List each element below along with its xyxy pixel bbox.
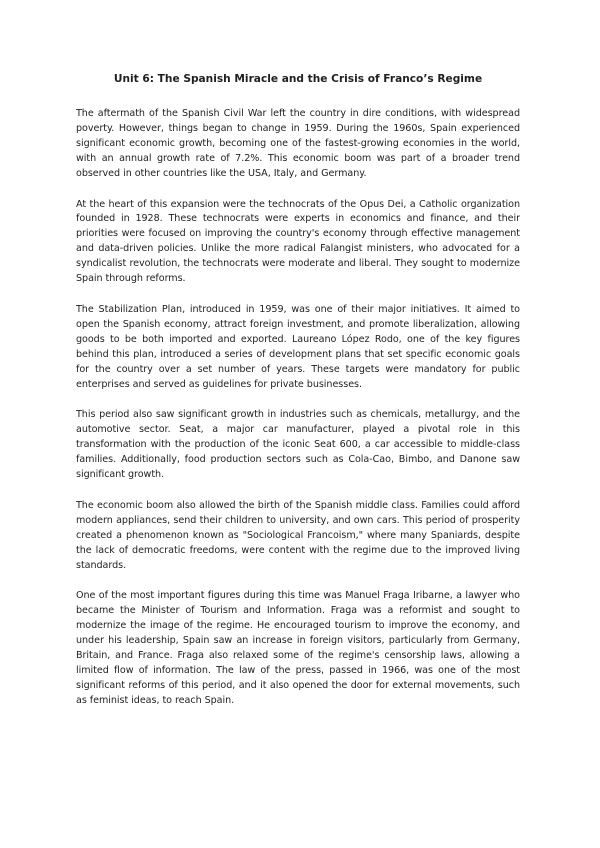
paragraph-industry-growth: This period also saw significant growth in industries such as chemicals, metallurgy, and the automotive sector. Seat, a major car manufacturer, played a pivotal role in this transformation with the production of the iconic Seat 600, a car accessible to middle-class families. Additionally, food production sectors such as Cola-Cao, Bimbo, and Danone saw significant growth.	[76, 409, 520, 481]
paragraph-middle-class: The economic boom also allowed the birth of the Spanish middle class. Families could afford modern appliances, send their children to university, and own cars. This period of prosperity created a phenomenon known as "Sociological Francoism," where many Spaniards, despite the lack of democratic freedoms, were content with the regime due to the improved living standards.	[76, 499, 520, 571]
page-title: Unit 6: The Spanish Miracle and the Crisis of Franco’s Regime	[113, 73, 483, 85]
paragraph-technocrats: At the heart of this expansion were the technocrats of the Opus Dei, a Catholic organization founded in 1928. These technocrats were experts in economics and finance, and their priorities were focused on improving the country's economy through effective management and data-driven policies. Unlike the more radical Falangist ministers, who advocated for a syndicalist revolution, the technocrats were moderate and liberal. They sought to modernize Spain through reforms.	[76, 198, 520, 285]
paragraph-fraga: One of the most important figures during this time was Manuel Fraga Iribarne, a lawyer who became the Minister of Tourism and Information. Fraga was a reformist and sought to modernize the image of the regime. He encouraged tourism to improve the economy, and under his leadership, Spain saw an increase in foreign visitors, particularly from Germany, Britain, and France. Fraga also relaxed some of the regime's censorship laws, allowing a limited flow of information. The law of the press, passed in 1966, was one of the most significant reforms of this period, and it also opened the door for external movements, such as feminist ideas, to reach Spain.	[76, 590, 520, 706]
paragraph-economic-growth: The aftermath of the Spanish Civil War left the country in dire conditions, with widespread poverty. However, things began to change in 1959. During the 1960s, Spain experienced significant economic growth, becoming one of the fastest-growing economies in the world, with an annual growth rate of 7.2%. This economic boom was part of a broader trend observed in other countries like the USA, Italy, and Germany.	[76, 108, 520, 179]
paragraph-stabilization-plan: The Stabilization Plan, introduced in 1959, was one of their major initiatives. It aimed to open the Spanish economy, attract foreign investment, and promote liberalization, allowing goods to be both imported and exported. Laureano López Rodo, one of the key figures behind this plan, introduced a series of development plans that set specific economic goals for the country over a set number of years. These targets were mandatory for public enterprises and served as guidelines for private businesses.	[76, 303, 520, 390]
